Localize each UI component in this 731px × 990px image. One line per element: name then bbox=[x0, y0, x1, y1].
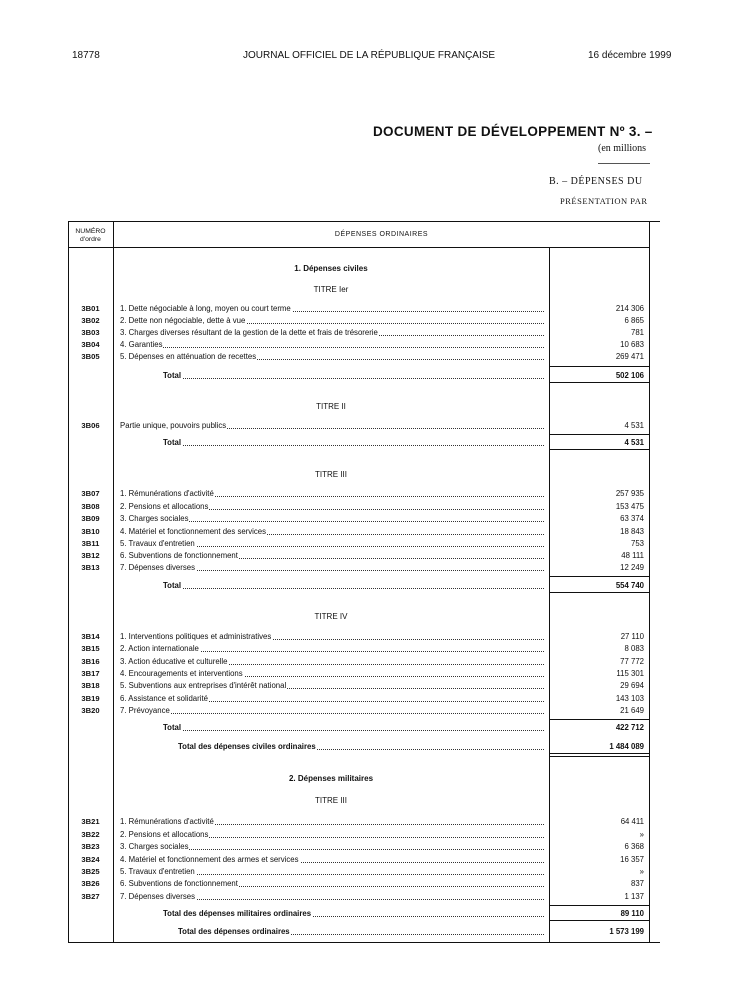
titre-2-heading: TITRE II bbox=[316, 402, 346, 411]
document-title: DOCUMENT DE DÉVELOPPEMENT Nº 3. – bbox=[373, 124, 653, 139]
total-underline bbox=[549, 449, 649, 450]
total-label bbox=[163, 369, 544, 382]
table-row bbox=[68, 642, 660, 655]
row-label-text: 4. Garanties bbox=[120, 340, 163, 349]
row-value: 64 411 bbox=[620, 817, 644, 826]
total-value: 1 484 089 bbox=[609, 742, 644, 751]
row-label bbox=[120, 487, 544, 500]
row-code: 3B24 bbox=[81, 855, 100, 864]
total-value: 4 531 bbox=[624, 438, 644, 447]
row-value: 6 865 bbox=[624, 316, 644, 325]
row-value: 10 683 bbox=[620, 340, 644, 349]
row-value: 115 301 bbox=[616, 669, 644, 678]
row-value: 29 694 bbox=[620, 681, 644, 690]
row-label-text: 7. Prévoyance bbox=[120, 706, 170, 715]
row-label-text: 3. Charges sociales bbox=[120, 842, 189, 851]
row-value: 143 103 bbox=[615, 694, 644, 703]
row-value: » bbox=[639, 830, 644, 839]
row-code: 3B04 bbox=[81, 340, 100, 349]
row-code: 3B27 bbox=[81, 892, 100, 901]
row-label bbox=[120, 704, 544, 717]
header-divider bbox=[68, 247, 650, 248]
row-code: 3B13 bbox=[81, 563, 100, 572]
row-label bbox=[120, 890, 544, 903]
row-label-text: 6. Subventions de fonctionnement bbox=[120, 879, 238, 888]
civil-total-row bbox=[68, 740, 660, 753]
titre-3-heading: TITRE III bbox=[315, 470, 347, 479]
total-row bbox=[68, 579, 660, 592]
grand-total-row bbox=[68, 925, 660, 938]
row-value: 753 bbox=[630, 539, 644, 548]
row-label bbox=[120, 642, 544, 655]
row-code: 3B08 bbox=[81, 502, 100, 511]
subtotal-line bbox=[549, 719, 649, 720]
table-row bbox=[68, 815, 660, 828]
row-label-text: 3. Charges sociales bbox=[120, 514, 189, 523]
row-label bbox=[120, 561, 544, 574]
total-underline bbox=[549, 920, 649, 921]
row-label-text: 6. Assistance et solidarité bbox=[120, 694, 208, 703]
row-label bbox=[120, 419, 544, 432]
row-code: 3B16 bbox=[81, 657, 100, 666]
row-label-text: 1. Rémunérations d'activité bbox=[120, 489, 214, 498]
row-code: 3B25 bbox=[81, 867, 100, 876]
row-value: 269 471 bbox=[615, 352, 644, 361]
row-code: 3B20 bbox=[81, 706, 100, 715]
row-value: 6 368 bbox=[624, 842, 644, 851]
row-value: 12 249 bbox=[620, 563, 644, 572]
row-value: 257 935 bbox=[615, 489, 644, 498]
table-row bbox=[68, 487, 660, 500]
total-value: 1 573 199 bbox=[609, 927, 644, 936]
row-label-text: 5. Dépenses en atténuation de recettes bbox=[120, 352, 257, 361]
table-bottom-border bbox=[68, 942, 660, 943]
row-value: 27 110 bbox=[620, 632, 644, 641]
col-header-description: DÉPENSES ORDINAIRES bbox=[334, 231, 429, 238]
row-label-text: 2. Action internationale bbox=[120, 644, 199, 653]
total-label-text: Total des dépenses ordinaires bbox=[178, 927, 290, 936]
row-code: 3B22 bbox=[81, 830, 100, 839]
expenses-table bbox=[68, 221, 660, 943]
row-value: 214 306 bbox=[615, 304, 644, 313]
subtotal-line bbox=[549, 366, 649, 367]
row-code: 3B15 bbox=[81, 644, 100, 653]
table-row bbox=[68, 704, 660, 717]
total-row bbox=[68, 436, 660, 449]
journal-title: JOURNAL OFFICIEL DE LA RÉPUBLIQUE FRANÇAISE bbox=[243, 50, 496, 61]
page-date: 16 décembre 1999 bbox=[588, 50, 672, 61]
table-row bbox=[68, 877, 660, 890]
col-header-number-line2: d'ordre bbox=[80, 236, 101, 243]
row-code: 3B02 bbox=[81, 316, 100, 325]
row-label-text: 4. Matériel et fonctionnement des services bbox=[120, 527, 267, 536]
total-label-text: Total bbox=[163, 723, 182, 732]
total-label bbox=[178, 740, 544, 753]
row-label-text: 5. Travaux d'entretien bbox=[120, 539, 195, 548]
page-number: 18778 bbox=[72, 50, 100, 61]
row-code: 3B17 bbox=[81, 669, 100, 678]
row-label-text: 2. Dette non négociable, dette à vue bbox=[120, 316, 246, 325]
total-label-text: Total bbox=[163, 581, 182, 590]
total-label bbox=[178, 925, 544, 938]
table-row bbox=[68, 840, 660, 853]
row-label-text: 5. Subventions aux entreprises d'intérêt national bbox=[120, 681, 287, 690]
row-code: 3B09 bbox=[81, 514, 100, 523]
subtotal-line bbox=[549, 905, 649, 906]
total-label-text: Total des dépenses militaires ordinaires bbox=[163, 909, 312, 918]
section-civil: 1. Dépenses civiles bbox=[294, 264, 368, 273]
unit-underline bbox=[598, 163, 650, 164]
military-total-row bbox=[68, 907, 660, 920]
row-value: 16 357 bbox=[620, 855, 644, 864]
row-label-text: 4. Encouragements et interventions bbox=[120, 669, 243, 678]
row-label-text: 7. Dépenses diverses bbox=[120, 563, 195, 572]
total-value: 502 106 bbox=[615, 371, 644, 380]
row-code: 3B26 bbox=[81, 879, 100, 888]
row-code: 3B03 bbox=[81, 328, 100, 337]
row-label bbox=[120, 350, 544, 363]
military-titre-3-heading: TITRE III bbox=[315, 796, 347, 805]
row-value: » bbox=[639, 867, 644, 876]
titre-4-heading: TITRE IV bbox=[314, 612, 348, 621]
total-underline bbox=[549, 753, 649, 754]
row-label bbox=[120, 877, 544, 890]
row-code: 3B21 bbox=[81, 817, 100, 826]
col-header-number-line1: NUMÉRO bbox=[75, 228, 106, 235]
row-code: 3B10 bbox=[81, 527, 100, 536]
row-value: 21 649 bbox=[620, 706, 644, 715]
row-label-text: 3. Charges diverses résultant de la gestion de la dette et frais de trésorerie bbox=[120, 328, 378, 337]
row-value: 18 843 bbox=[620, 527, 644, 536]
total-label-text: Total bbox=[163, 438, 182, 447]
row-value: 1 137 bbox=[624, 892, 644, 901]
row-label-text: 2. Pensions et allocations bbox=[120, 502, 209, 511]
total-value: 422 712 bbox=[615, 723, 644, 732]
row-code: 3B01 bbox=[81, 304, 100, 313]
subtotal-line bbox=[549, 576, 649, 577]
table-row bbox=[68, 679, 660, 692]
row-label bbox=[120, 815, 544, 828]
col-header-number bbox=[68, 228, 113, 244]
row-value: 837 bbox=[630, 879, 644, 888]
row-label-text: Partie unique, pouvoirs publics bbox=[120, 421, 227, 430]
row-code: 3B18 bbox=[81, 681, 100, 690]
row-label-text: 1. Dette négociable à long, moyen ou court terme bbox=[120, 304, 291, 313]
subtotal-line bbox=[549, 434, 649, 435]
table-top-border bbox=[68, 221, 660, 222]
total-value: 554 740 bbox=[615, 581, 644, 590]
table-row bbox=[68, 512, 660, 525]
row-value: 8 083 bbox=[624, 644, 644, 653]
titre-1-heading: TITRE Ier bbox=[313, 285, 349, 294]
row-code: 3B11 bbox=[81, 539, 100, 548]
total-label-text: Total bbox=[163, 371, 182, 380]
total-underline bbox=[549, 592, 649, 593]
row-label-text: 1. Rémunérations d'activité bbox=[120, 817, 214, 826]
row-label-text: 1. Interventions politiques et administratives bbox=[120, 632, 272, 641]
row-label-text: 7. Dépenses diverses bbox=[120, 892, 195, 901]
row-value: 63 374 bbox=[620, 514, 644, 523]
section-military: 2. Dépenses militaires bbox=[288, 774, 374, 783]
total-value: 89 110 bbox=[620, 909, 644, 918]
total-label bbox=[163, 579, 544, 592]
row-label bbox=[120, 840, 544, 853]
row-label bbox=[120, 679, 544, 692]
row-label-text: 6. Subventions de fonctionnement bbox=[120, 551, 238, 560]
row-code: 3B12 bbox=[81, 551, 100, 560]
table-row bbox=[68, 350, 660, 363]
table-row bbox=[68, 561, 660, 574]
unit-note: (en millions bbox=[598, 143, 647, 154]
row-code: 3B05 bbox=[81, 352, 100, 361]
table-row bbox=[68, 890, 660, 903]
row-code: 3B23 bbox=[81, 842, 100, 851]
section-title: B. – DÉPENSES DU bbox=[549, 176, 643, 187]
table-row bbox=[68, 419, 660, 432]
row-value: 48 111 bbox=[621, 551, 644, 560]
row-value: 4 531 bbox=[624, 421, 644, 430]
row-code: 3B19 bbox=[81, 694, 100, 703]
row-label-text: 4. Matériel et fonctionnement des armes et services bbox=[120, 855, 299, 864]
presentation-title: PRÉSENTATION PAR bbox=[560, 196, 648, 206]
total-label bbox=[163, 721, 544, 734]
row-value: 153 475 bbox=[615, 502, 644, 511]
row-code: 3B14 bbox=[81, 632, 100, 641]
row-label-text: 5. Travaux d'entretien bbox=[120, 867, 195, 876]
total-double-underline bbox=[549, 756, 649, 757]
total-row bbox=[68, 369, 660, 382]
total-row bbox=[68, 721, 660, 734]
row-code: 3B06 bbox=[81, 421, 100, 430]
total-label bbox=[163, 907, 544, 920]
row-label bbox=[120, 512, 544, 525]
row-value: 77 772 bbox=[620, 657, 644, 666]
row-value: 781 bbox=[630, 328, 644, 337]
total-underline bbox=[549, 382, 649, 383]
row-code: 3B07 bbox=[81, 489, 100, 498]
total-label-text: Total des dépenses civiles ordinaires bbox=[178, 742, 316, 751]
row-label-text: 3. Action éducative et culturelle bbox=[120, 657, 228, 666]
total-label bbox=[163, 436, 544, 449]
row-label-text: 2. Pensions et allocations bbox=[120, 830, 209, 839]
